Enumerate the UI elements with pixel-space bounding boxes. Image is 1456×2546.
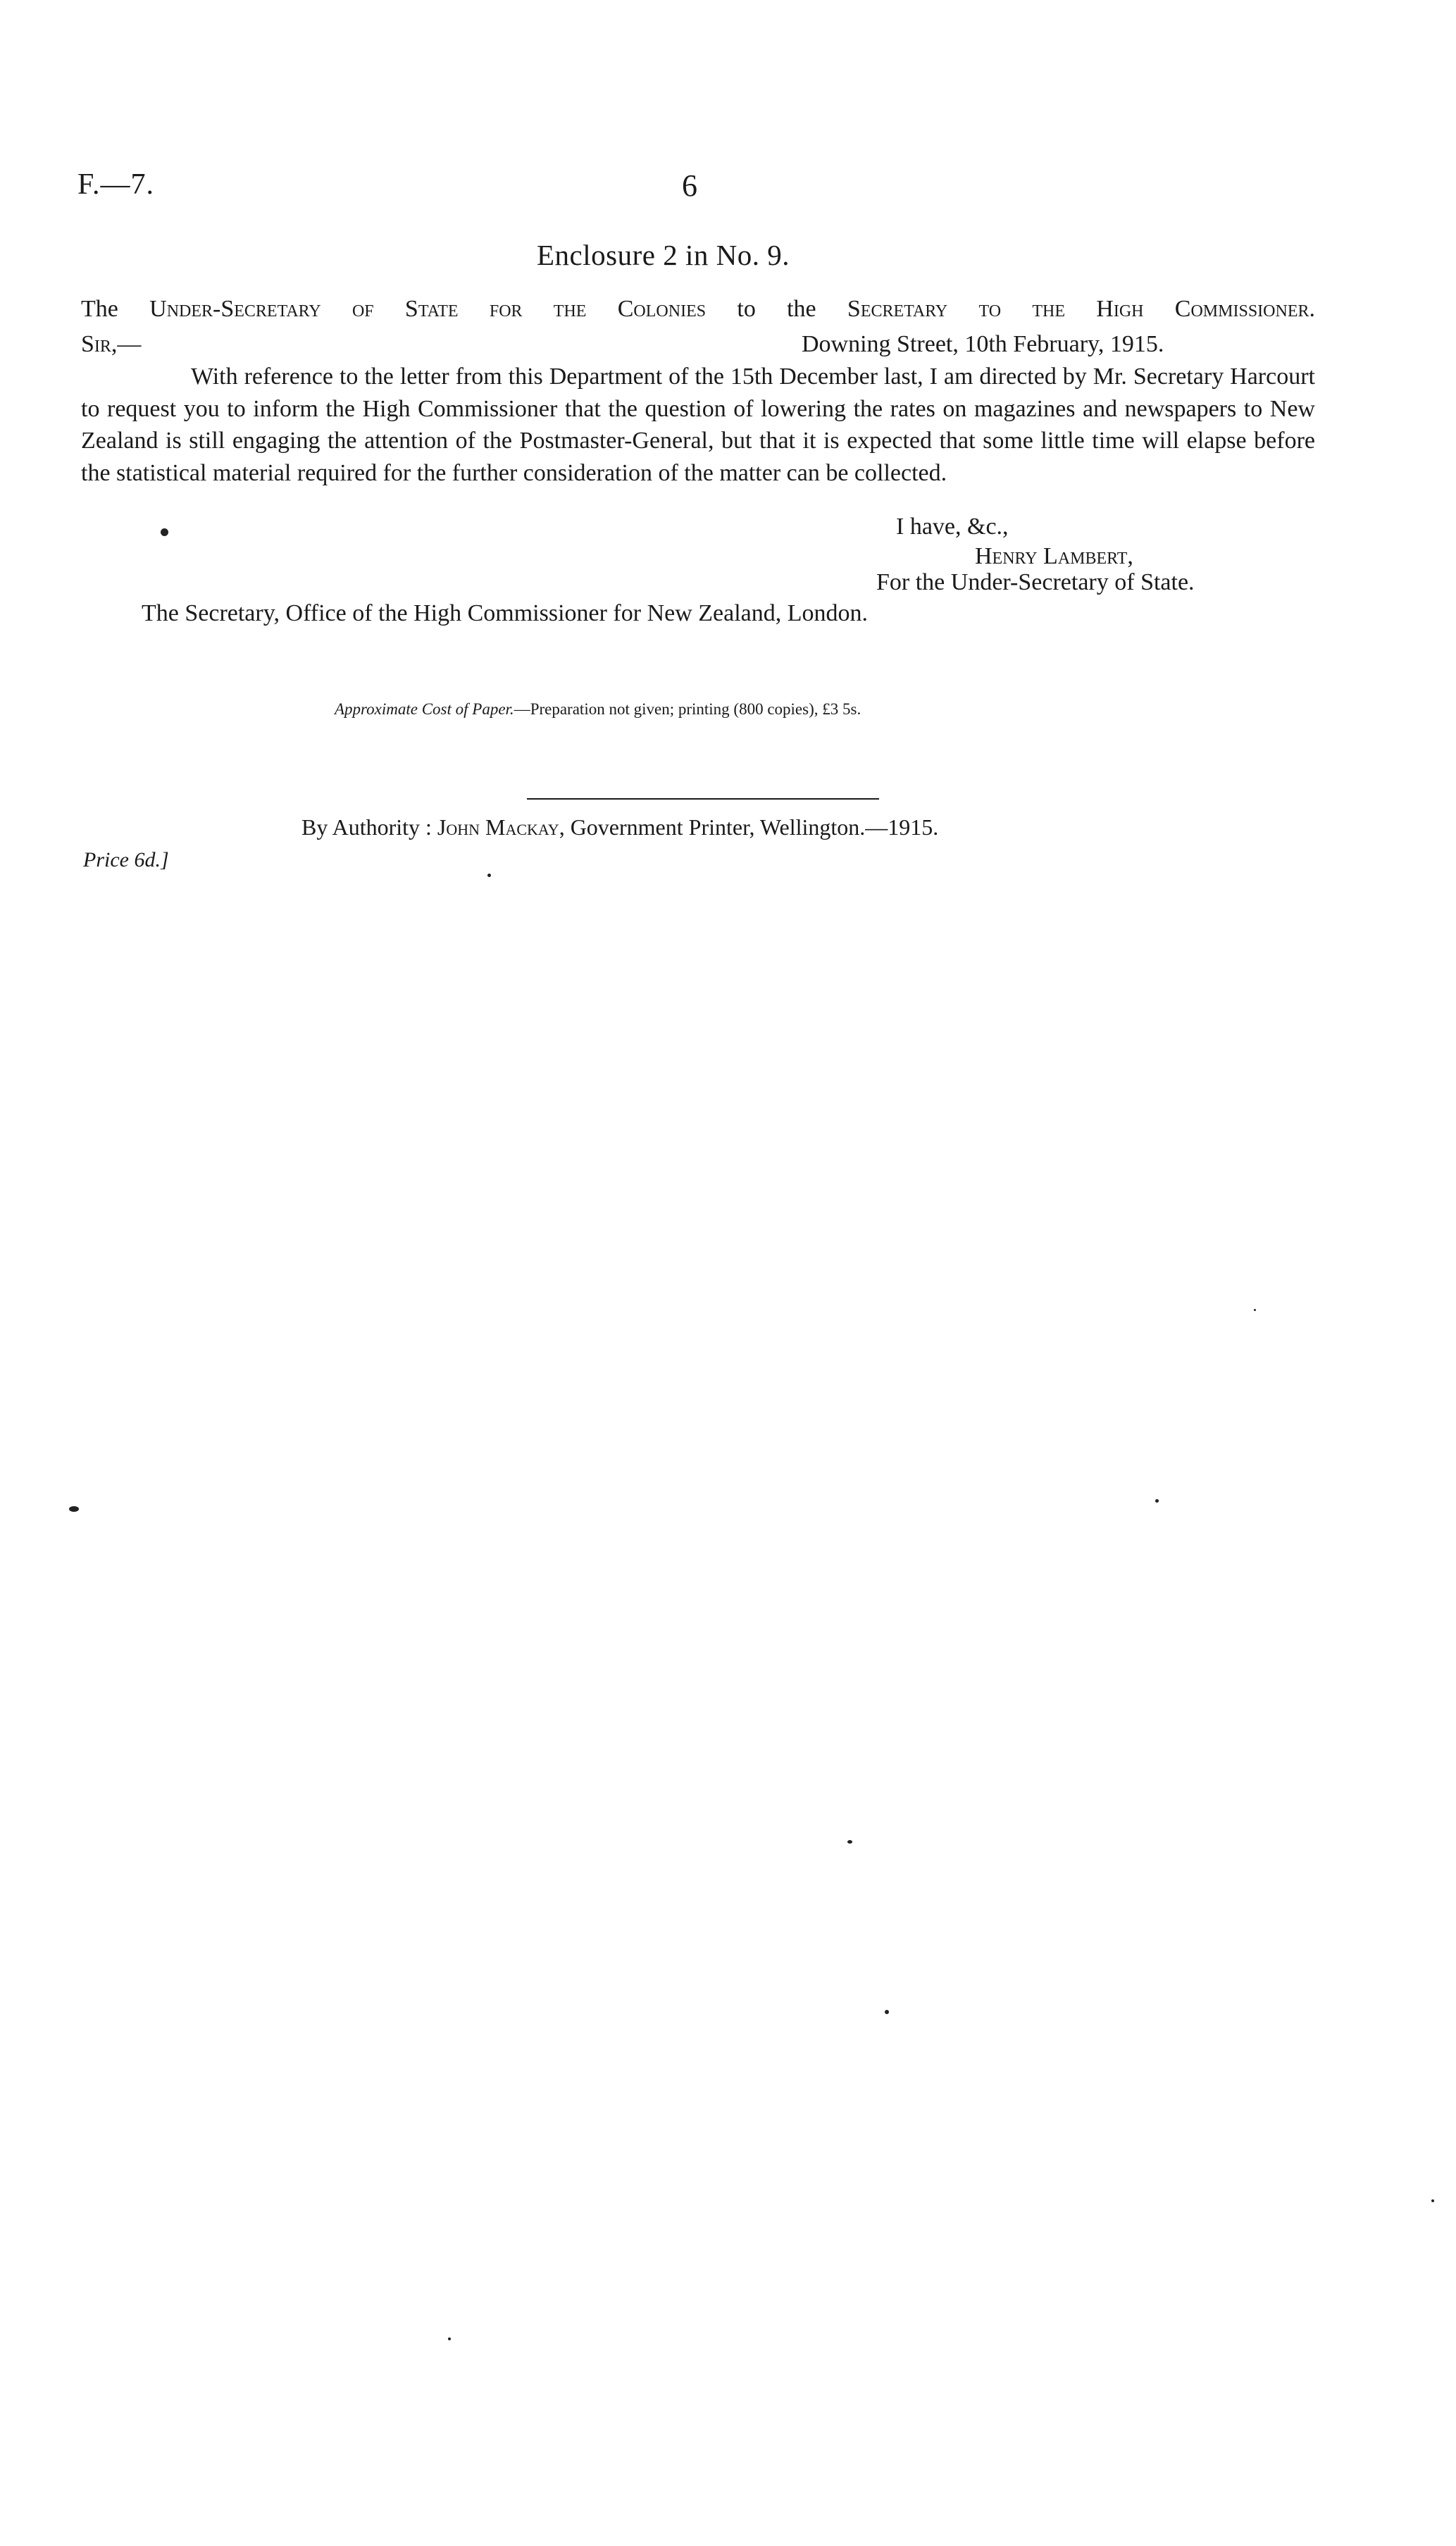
recipient-title: Secretary to the High Commissioner.	[847, 296, 1315, 322]
scan-speck	[448, 2337, 451, 2340]
enclosure-title: Enclosure 2 in No. 9.	[537, 239, 790, 271]
imprint-prefix: By Authority :	[301, 814, 437, 840]
scan-speck	[487, 874, 491, 877]
price-note: Price 6d.]	[83, 848, 169, 871]
imprint-suffix: , Government Printer, Wellington.—1915.	[559, 814, 939, 840]
letter-recipient: The Secretary, Office of the High Commissioner for New Zealand, London.	[142, 600, 869, 626]
scan-speck	[847, 1840, 852, 1844]
cost-of-paper-note	[335, 700, 861, 719]
addressee-line	[81, 296, 1315, 323]
salutation: Sir,—	[81, 331, 142, 357]
scan-speck	[1254, 1309, 1256, 1311]
letter-body-text: With reference to the letter from this Department of the 15th December last, I am directed by Mr. Secretary Harcourt to request you to inform the High Commissioner that the question of lowering the rates on magazines and newspapers to New Zealand is still engaging the attention of the Postmaster-General, but that it is expected that some little time will elapse before the statistical material required for the further consideration of the matter can be collected.	[81, 364, 1315, 486]
signer-name: Henry Lambert,	[975, 543, 1133, 569]
page-number: 6	[682, 168, 697, 203]
scan-speck	[161, 528, 168, 536]
scan-speck	[69, 1506, 79, 1512]
scan-speck	[885, 2010, 889, 2014]
addressee-prefix: The	[81, 296, 150, 322]
letter-body	[81, 361, 1315, 489]
scan-speck	[1155, 1499, 1159, 1503]
letter-closing: I have, &c.,	[896, 514, 1009, 540]
scan-speck	[1431, 2199, 1434, 2202]
signer-role: For the Under-Secretary of State.	[876, 569, 1195, 595]
cost-label: Approximate Cost of Paper.	[335, 700, 514, 718]
printer-name: John Mackay	[437, 814, 559, 840]
printer-imprint	[301, 814, 938, 840]
sender-title: Under-Secretary of State for the Colonies	[149, 296, 707, 322]
addressee-connector: to the	[706, 296, 847, 322]
document-reference: F.—7.	[77, 168, 154, 201]
dateline: Downing Street, 10th February, 1915.	[802, 331, 1164, 357]
cost-text: —Preparation not given; printing (800 copies), £3 5s.	[514, 700, 861, 718]
divider-rule	[527, 798, 879, 800]
